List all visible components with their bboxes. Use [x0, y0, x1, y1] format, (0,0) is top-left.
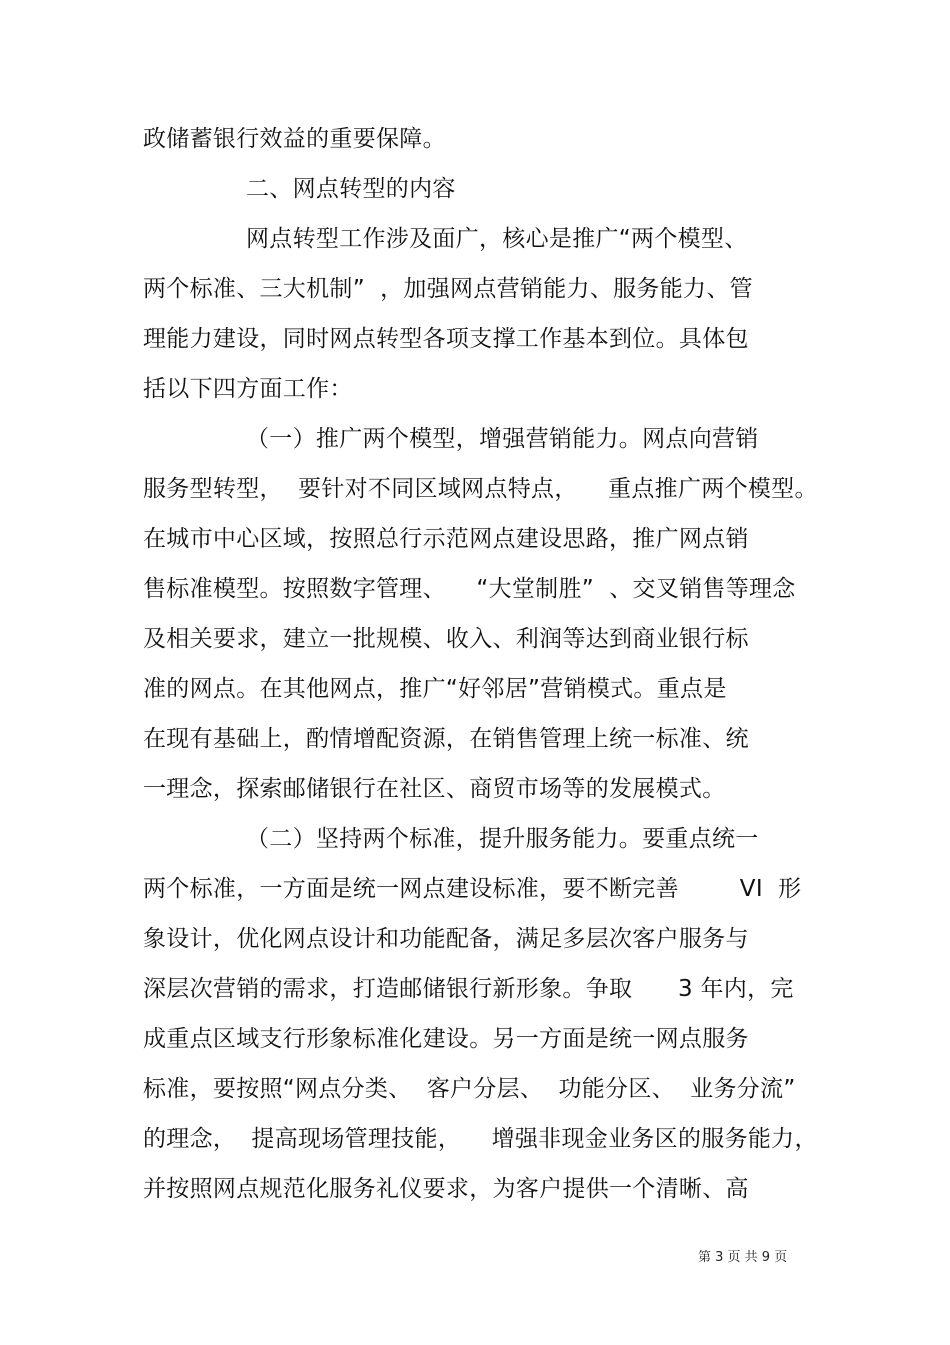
- body-line-4: 两个标准、三大机制” ，加强网点营销能力、服务能力、管: [143, 276, 753, 302]
- body-line-8: 服务型转型， 要针对不同区域网点特点， 重点推广两个模型。: [143, 476, 818, 502]
- body-line-21: 的理念， 提高现场管理技能， 增强非现金业务区的服务能力，: [143, 1126, 818, 1152]
- body-line-5: 理能力建设，同时网点转型各项支撑工作基本到位。具体包: [143, 326, 749, 352]
- body-line-18: 深层次营销的需求，打造邮储银行新形象。争取 3 年内，完: [143, 976, 794, 1002]
- body-line-16: 两个标准，一方面是统一网点建设标准，要不断完善 VI 形: [143, 876, 802, 902]
- body-line-10: 售标准模型。按照数字管理、 “大堂制胜” 、交叉销售等理念: [143, 576, 796, 602]
- body-line-11: 及相关要求，建立一批规模、收入、利润等达到商业银行标: [143, 626, 749, 652]
- section-heading: 二、网点转型的内容: [246, 176, 456, 202]
- subsection-two-line: （二）坚持两个标准，提升服务能力。要重点统一: [246, 826, 759, 852]
- body-line-13: 在现有基础上，酌情增配资源，在销售管理上统一标准、统: [143, 726, 749, 752]
- body-line-9: 在城市中心区域，按照总行示范网点建设思路，推广网点销: [143, 526, 749, 552]
- body-line-20: 标准，要按照“网点分类、 客户分层、 功能分区、 业务分流”: [143, 1076, 796, 1102]
- body-line-12: 准的网点。在其他网点，推广“好邻居”营销模式。重点是: [143, 676, 727, 702]
- body-line-6: 括以下四方面工作：: [143, 376, 353, 402]
- body-line-22: 并按照网点规范化服务礼仪要求，为客户提供一个清晰、高: [143, 1176, 749, 1202]
- page-number-footer: 第 3 页 共 9 页: [698, 1250, 788, 1265]
- body-line-3: 网点转型工作涉及面广，核心是推广“两个模型、: [246, 226, 748, 252]
- subsection-one-line: （一）推广两个模型，增强营销能力。网点向营销: [246, 426, 759, 452]
- body-line-19: 成重点区域支行形象标准化建设。另一方面是统一网点服务: [143, 1026, 749, 1052]
- body-line-17: 象设计，优化网点设计和功能配备，满足多层次客户服务与: [143, 926, 749, 952]
- body-line-1: 政储蓄银行效益的重要保障。: [143, 126, 446, 152]
- body-line-14: 一理念，探索邮储银行在社区、商贸市场等的发展模式。: [143, 776, 726, 802]
